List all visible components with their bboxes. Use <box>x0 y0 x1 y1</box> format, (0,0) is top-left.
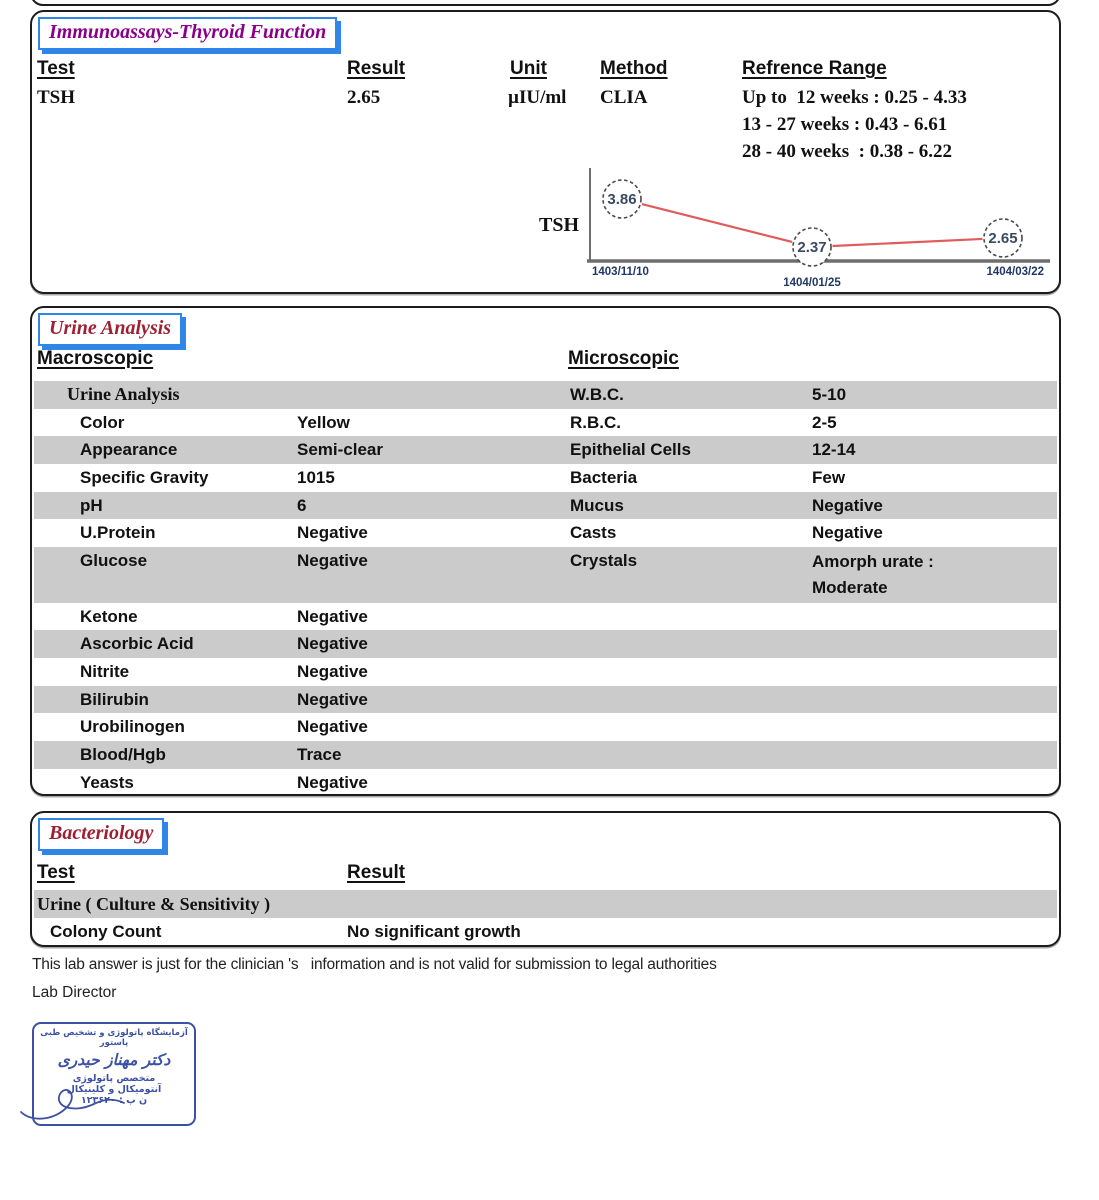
table-row <box>34 630 1057 658</box>
table-row <box>34 603 1057 631</box>
reference-range-line: 13 - 27 weeks : 0.43 - 6.61 <box>742 114 948 135</box>
row-label: Mucus <box>570 495 624 515</box>
row-value: Trace <box>297 744 342 764</box>
row-label: Ascorbic Acid <box>80 634 194 654</box>
test-name: TSH <box>37 87 76 108</box>
urine-section-title: Urine Analysis <box>38 313 182 346</box>
previous-panel-edge <box>30 0 1061 6</box>
row-value: Negative <box>297 606 368 626</box>
row-label: Casts <box>570 523 617 543</box>
thyroid-section-title: Immunoassays-Thyroid Function <box>38 17 337 50</box>
bacteriology-group-label: Urine ( Culture & Sensitivity ) <box>37 894 271 914</box>
col-header-range: Refrence Range <box>742 58 887 79</box>
row-value: Negative <box>297 717 368 737</box>
table-row <box>34 492 1057 520</box>
row-value: Negative <box>297 689 368 709</box>
svg-text:1403/11/10: 1403/11/10 <box>592 266 649 278</box>
thyroid-panel <box>30 10 1061 294</box>
col-header-method: Method <box>600 58 668 79</box>
row-label: Urine Analysis <box>67 384 180 404</box>
bacteriology-section-title: Bacteriology <box>38 818 164 851</box>
signature-scribble <box>18 1074 138 1126</box>
table-row <box>34 547 1057 602</box>
row-label: Bacteria <box>570 468 638 488</box>
reference-range-line: 28 - 40 weeks : 0.38 - 6.22 <box>742 141 953 162</box>
row-label: Blood/Hgb <box>80 744 166 764</box>
row-label: pH <box>80 495 103 515</box>
table-row <box>34 464 1057 492</box>
row-label: Nitrite <box>80 661 130 681</box>
table-row <box>34 381 1057 409</box>
row-value: 5-10 <box>812 385 847 404</box>
row-label: Urobilinogen <box>80 717 185 737</box>
table-row <box>34 409 1057 437</box>
svg-text:1404/01/25: 1404/01/25 <box>783 277 841 289</box>
table-row <box>34 686 1057 714</box>
row-label: Bilirubin <box>80 689 149 709</box>
row-value: Negative <box>297 661 368 681</box>
bact-row-label: Colony Count <box>50 922 162 941</box>
row-value: Negative <box>297 634 368 654</box>
tsh-trend-chart <box>532 160 1063 292</box>
row-label: Glucose <box>80 551 148 571</box>
row-label: U.Protein <box>80 523 156 543</box>
svg-text:2.65: 2.65 <box>988 229 1018 247</box>
row-value: Negative <box>297 772 368 792</box>
bact-col-header-result: Result <box>347 862 406 883</box>
bact-col-header-test: Test <box>37 862 75 883</box>
bacteriology-panel <box>30 811 1061 947</box>
table-row <box>34 713 1057 741</box>
stamp-subspecialty: آنتومیکال و کلینیکال <box>66 1084 162 1095</box>
row-value: Yellow <box>297 412 350 432</box>
svg-text:2.37: 2.37 <box>797 239 827 256</box>
macroscopic-header: Macroscopic <box>37 348 154 369</box>
microscopic-header: Microscopic <box>568 348 679 369</box>
svg-text:3.86: 3.86 <box>607 191 637 209</box>
row-value: Amorph urate : Moderate <box>812 552 934 598</box>
row-value: Negative <box>812 523 883 543</box>
table-row <box>34 436 1057 464</box>
row-value: 12-14 <box>812 440 856 460</box>
test-unit: µIU/ml <box>508 87 567 108</box>
row-value: 6 <box>297 495 307 515</box>
row-label: Specific Gravity <box>80 468 209 488</box>
row-value: Negative <box>812 495 883 515</box>
row-label: Color <box>80 412 125 432</box>
bact-row-value: No significant growth <box>347 922 521 941</box>
test-method: CLIA <box>600 87 648 108</box>
test-result: 2.65 <box>347 87 381 108</box>
row-value: 2-5 <box>812 412 837 432</box>
svg-text:1404/03/22: 1404/03/22 <box>986 266 1044 278</box>
table-row <box>34 519 1057 547</box>
table-row <box>34 658 1057 686</box>
row-label: Crystals <box>570 551 638 571</box>
reference-range-line: Up to 12 weeks : 0.25 - 4.33 <box>742 87 967 108</box>
row-label: W.B.C. <box>570 385 624 404</box>
doctor-stamp <box>32 1022 196 1126</box>
disclaimer-text: This lab answer is just for the clinician 's information and is not valid for submission to legal authorities <box>32 956 717 973</box>
stamp-specialty: متخصص پاتولوژی <box>72 1073 156 1084</box>
stamp-license-no: ن پ : ۱۲۳۶۲۰ <box>80 1095 148 1106</box>
stamp-lab-name: آزمایشگاه پاتولوژی و تشخیص طبی پاستور <box>40 1028 188 1048</box>
tsh-trend-chart-area <box>532 160 1063 292</box>
row-label: R.B.C. <box>570 412 621 432</box>
row-value: Negative <box>297 551 368 571</box>
row-label: Appearance <box>80 440 178 460</box>
stamp-doctor-name: دکتر مهناز حیدری <box>57 1051 171 1069</box>
urine-table <box>34 381 1057 796</box>
row-value: Few <box>812 468 846 488</box>
table-row <box>34 741 1057 769</box>
row-label: Epithelial Cells <box>570 440 691 460</box>
col-header-unit: Unit <box>510 58 547 79</box>
row-value: 1015 <box>297 468 335 488</box>
lab-director-label: Lab Director <box>32 984 117 1001</box>
col-header-result: Result <box>347 58 406 79</box>
table-row <box>34 769 1057 797</box>
urine-panel <box>30 306 1061 796</box>
row-label: Yeasts <box>80 772 134 792</box>
row-value: Semi-clear <box>297 440 383 460</box>
row-value: Negative <box>297 523 368 543</box>
row-label: Ketone <box>80 606 138 626</box>
col-header-test: Test <box>37 58 75 79</box>
bacteriology-group-band <box>34 890 1057 918</box>
chart-y-axis-label: TSH <box>539 214 580 236</box>
